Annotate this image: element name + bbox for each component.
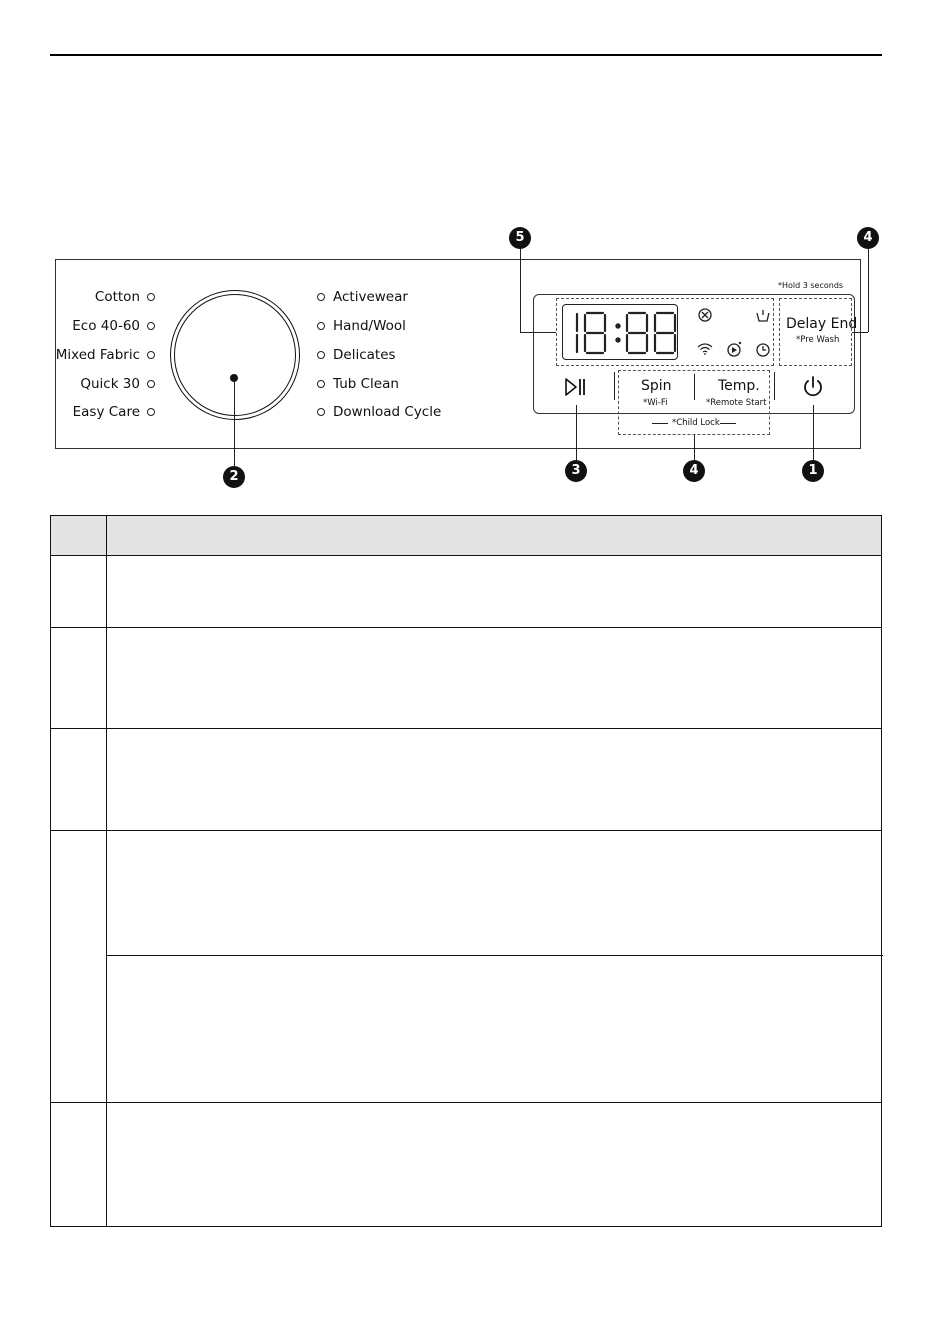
timer-icon bbox=[755, 341, 771, 357]
table-row-rule bbox=[106, 955, 883, 956]
callout-4-delay: 4 bbox=[857, 227, 879, 249]
child-lock-label: *Child Lock bbox=[672, 418, 720, 428]
callout-leader bbox=[520, 248, 521, 332]
program-dial[interactable] bbox=[170, 290, 300, 420]
program-led bbox=[317, 351, 325, 359]
digit-display bbox=[562, 304, 678, 360]
delay-end-button[interactable]: Delay End bbox=[786, 316, 858, 332]
program-quick-30[interactable]: Quick 30 bbox=[80, 376, 140, 392]
wifi-sub-label: *Wi-Fi bbox=[643, 398, 668, 408]
table-row-rule bbox=[51, 728, 881, 729]
program-tub-clean[interactable]: Tub Clean bbox=[333, 376, 399, 392]
program-cotton[interactable]: Cotton bbox=[94, 289, 140, 305]
child-lock-bracket bbox=[652, 423, 668, 424]
program-led bbox=[147, 351, 155, 359]
table-row-rule bbox=[51, 830, 881, 831]
callout-leader bbox=[520, 332, 556, 333]
program-eco-40-60[interactable]: Eco 40-60 bbox=[72, 318, 140, 334]
callout-leader bbox=[852, 332, 868, 333]
callout-leader bbox=[813, 405, 814, 463]
child-lock-icon bbox=[697, 307, 713, 323]
program-mixed-fabric[interactable]: Mixed Fabric bbox=[55, 347, 140, 363]
callout-1: 1 bbox=[802, 460, 824, 482]
callout-leader bbox=[868, 248, 869, 332]
table-row-rule bbox=[51, 1102, 881, 1103]
program-download-cycle[interactable]: Download Cycle bbox=[333, 404, 442, 420]
power-icon[interactable] bbox=[801, 375, 825, 399]
program-led bbox=[317, 322, 325, 330]
callout-4-spin-temp: 4 bbox=[683, 460, 705, 482]
start-pause-icon[interactable] bbox=[564, 377, 586, 397]
table-row-rule bbox=[51, 627, 881, 628]
callout-5: 5 bbox=[509, 227, 531, 249]
program-easy-care[interactable]: Easy Care bbox=[72, 404, 140, 420]
program-led bbox=[147, 408, 155, 416]
program-hand-wool[interactable]: Hand/Wool bbox=[333, 318, 406, 334]
top-rule bbox=[50, 54, 882, 56]
program-led bbox=[317, 380, 325, 388]
wifi-icon bbox=[697, 343, 713, 355]
program-led bbox=[317, 408, 325, 416]
remote-start-sub-label: *Remote Start bbox=[706, 398, 767, 408]
divider bbox=[614, 372, 615, 400]
table-column-divider bbox=[106, 516, 107, 1226]
program-led bbox=[317, 293, 325, 301]
table-header bbox=[51, 516, 881, 556]
callout-leader bbox=[234, 380, 235, 466]
hold-note: *Hold 3 seconds bbox=[778, 281, 844, 290]
program-led bbox=[147, 322, 155, 330]
digit-segments bbox=[563, 305, 679, 361]
delay-end-outline bbox=[779, 298, 852, 366]
pre-wash-label: *Pre Wash bbox=[796, 335, 840, 345]
program-led bbox=[147, 380, 155, 388]
callout-3: 3 bbox=[565, 460, 587, 482]
program-dial-ring bbox=[174, 294, 296, 416]
program-activewear[interactable]: Activewear bbox=[333, 289, 408, 305]
description-table bbox=[50, 515, 882, 1227]
detergent-icon bbox=[755, 309, 771, 323]
child-lock-bracket bbox=[720, 423, 736, 424]
temp-button[interactable]: Temp. bbox=[718, 378, 760, 394]
program-delicates[interactable]: Delicates bbox=[333, 347, 396, 363]
callout-leader bbox=[694, 435, 695, 463]
callout-leader bbox=[576, 405, 577, 463]
callout-2: 2 bbox=[223, 466, 245, 488]
spin-button[interactable]: Spin bbox=[641, 378, 672, 394]
divider bbox=[774, 372, 775, 400]
rinse-spin-icon bbox=[726, 340, 744, 358]
program-led bbox=[147, 293, 155, 301]
divider bbox=[694, 374, 695, 400]
